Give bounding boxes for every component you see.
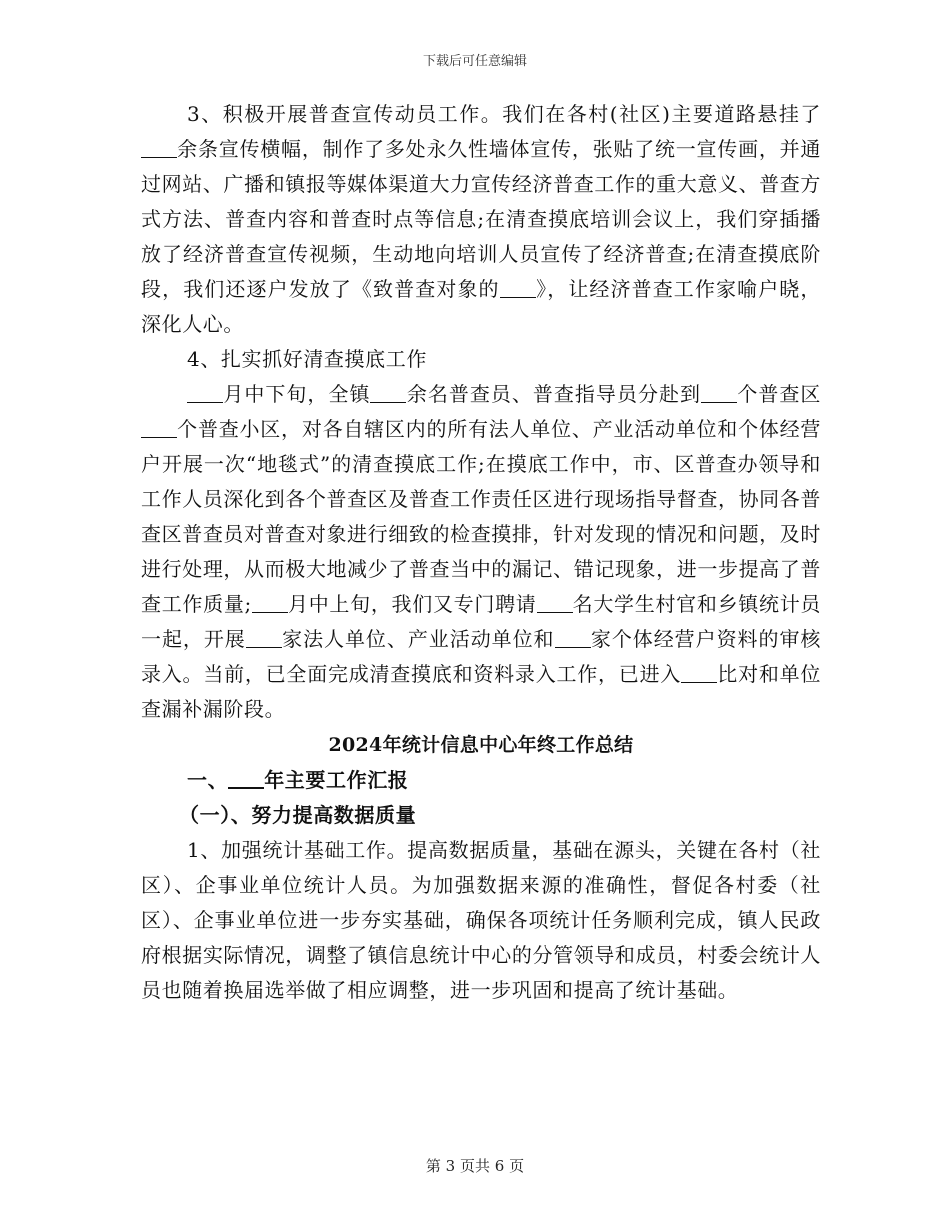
fill-blank [701,384,737,403]
page-footer: 第 3 页共 6 页 [425,1157,525,1175]
heading-suffix: 年主要工作汇报 [264,768,409,792]
heading-level-1 [141,763,821,798]
text-segment: 比对和单位查漏补漏阶段。 [141,662,821,721]
paragraph-survey [141,377,821,727]
fill-blank [555,629,591,648]
paragraph-statistics-foundation: 1、加强统计基础工作。提高数据质量，基础在源头，关键在各村（社区）、企事业单位统计人员。为加强数据来源的准确性，督促各村委（社区）、企事业单位进一步夯实基础，确保各项统计任务顺利完成，镇人民政府根据实际情况，调整了镇信息统计中心的分管领导和成员，村委会统计人员也随着换届选举做了相应调整，进一步巩固和提高了统计基础。 [141,838,821,1002]
paragraph-publicity [141,97,821,342]
fill-blank [228,769,264,789]
section-heading-survey: 4、扎实抓好清查摸底工作 [187,347,427,371]
fill-blank [370,384,406,403]
text-segment: 月中下旬，全镇 [223,382,371,406]
fill-blank [537,594,573,613]
fill-blank [252,594,288,613]
document-body [141,97,821,1008]
text-segment: 余名普查员、普查指导员分赴到 [406,382,701,406]
text-segment: 家个体经营户资料的审核录入。当前，已全面完成清查摸底和资料录入工作，已进入 [141,627,821,686]
text-segment: 家法人单位、产业活动单位和 [281,627,555,651]
text-segment: 个普查小区，对各自辖区内的所有法人单位、产业活动单位和个体经营户开展一次“地毯式”的清查摸底工作;在摸底工作中，市、区普查办领导和工作人员深化到各个普查区及普查工作责任区进行现场指导督查，协同各普查区普查员对普查对象进行细致的检查摸排，针对发现的情况和问题，及时进行处理，从而极大地减少了普查当中的漏记、错记现象，进一步提高了普查工作质量; [141,417,821,616]
fill-blank [500,279,536,298]
fill-blank [141,139,177,158]
heading-prefix: 一、 [187,768,229,792]
text-segment: 月中上旬，我们又专门聘请 [287,592,537,616]
heading-level-2: （一）、努力提高数据质量 [179,803,417,827]
fill-blank [681,664,717,683]
page-header: 下载后可任意编辑 [422,54,527,69]
document-title: 2024年统计信息中心年终工作总结 [328,734,634,756]
text-segment: 个普查区 [736,382,822,406]
text-segment: 3、积极开展普查宣传动员工作。我们在各村(社区)主要道路悬挂了 [187,102,821,126]
fill-blank [187,384,223,403]
fill-blank [141,419,177,438]
text-segment: 》，让经济普查工作家喻户晓，深化人心。 [141,277,821,336]
fill-blank [246,629,282,648]
text-segment: 名大学生村官和乡镇统计员一起，开展 [141,592,821,651]
text-segment: 余条宣传横幅，制作了多处永久性墙体宣传，张贴了统一宣传画，并通过网站、广播和镇报等媒体渠道大力宣传经济普查工作的重大意义、普查方式方法、普查内容和普查时点等信息;在清查摸底培训会议上，我们穿插播放了经济普查宣传视频，生动地向培训人员宣传了经济普查;在清查摸底阶段，我们还逐户发放了《致普查对象的 [141,137,821,301]
